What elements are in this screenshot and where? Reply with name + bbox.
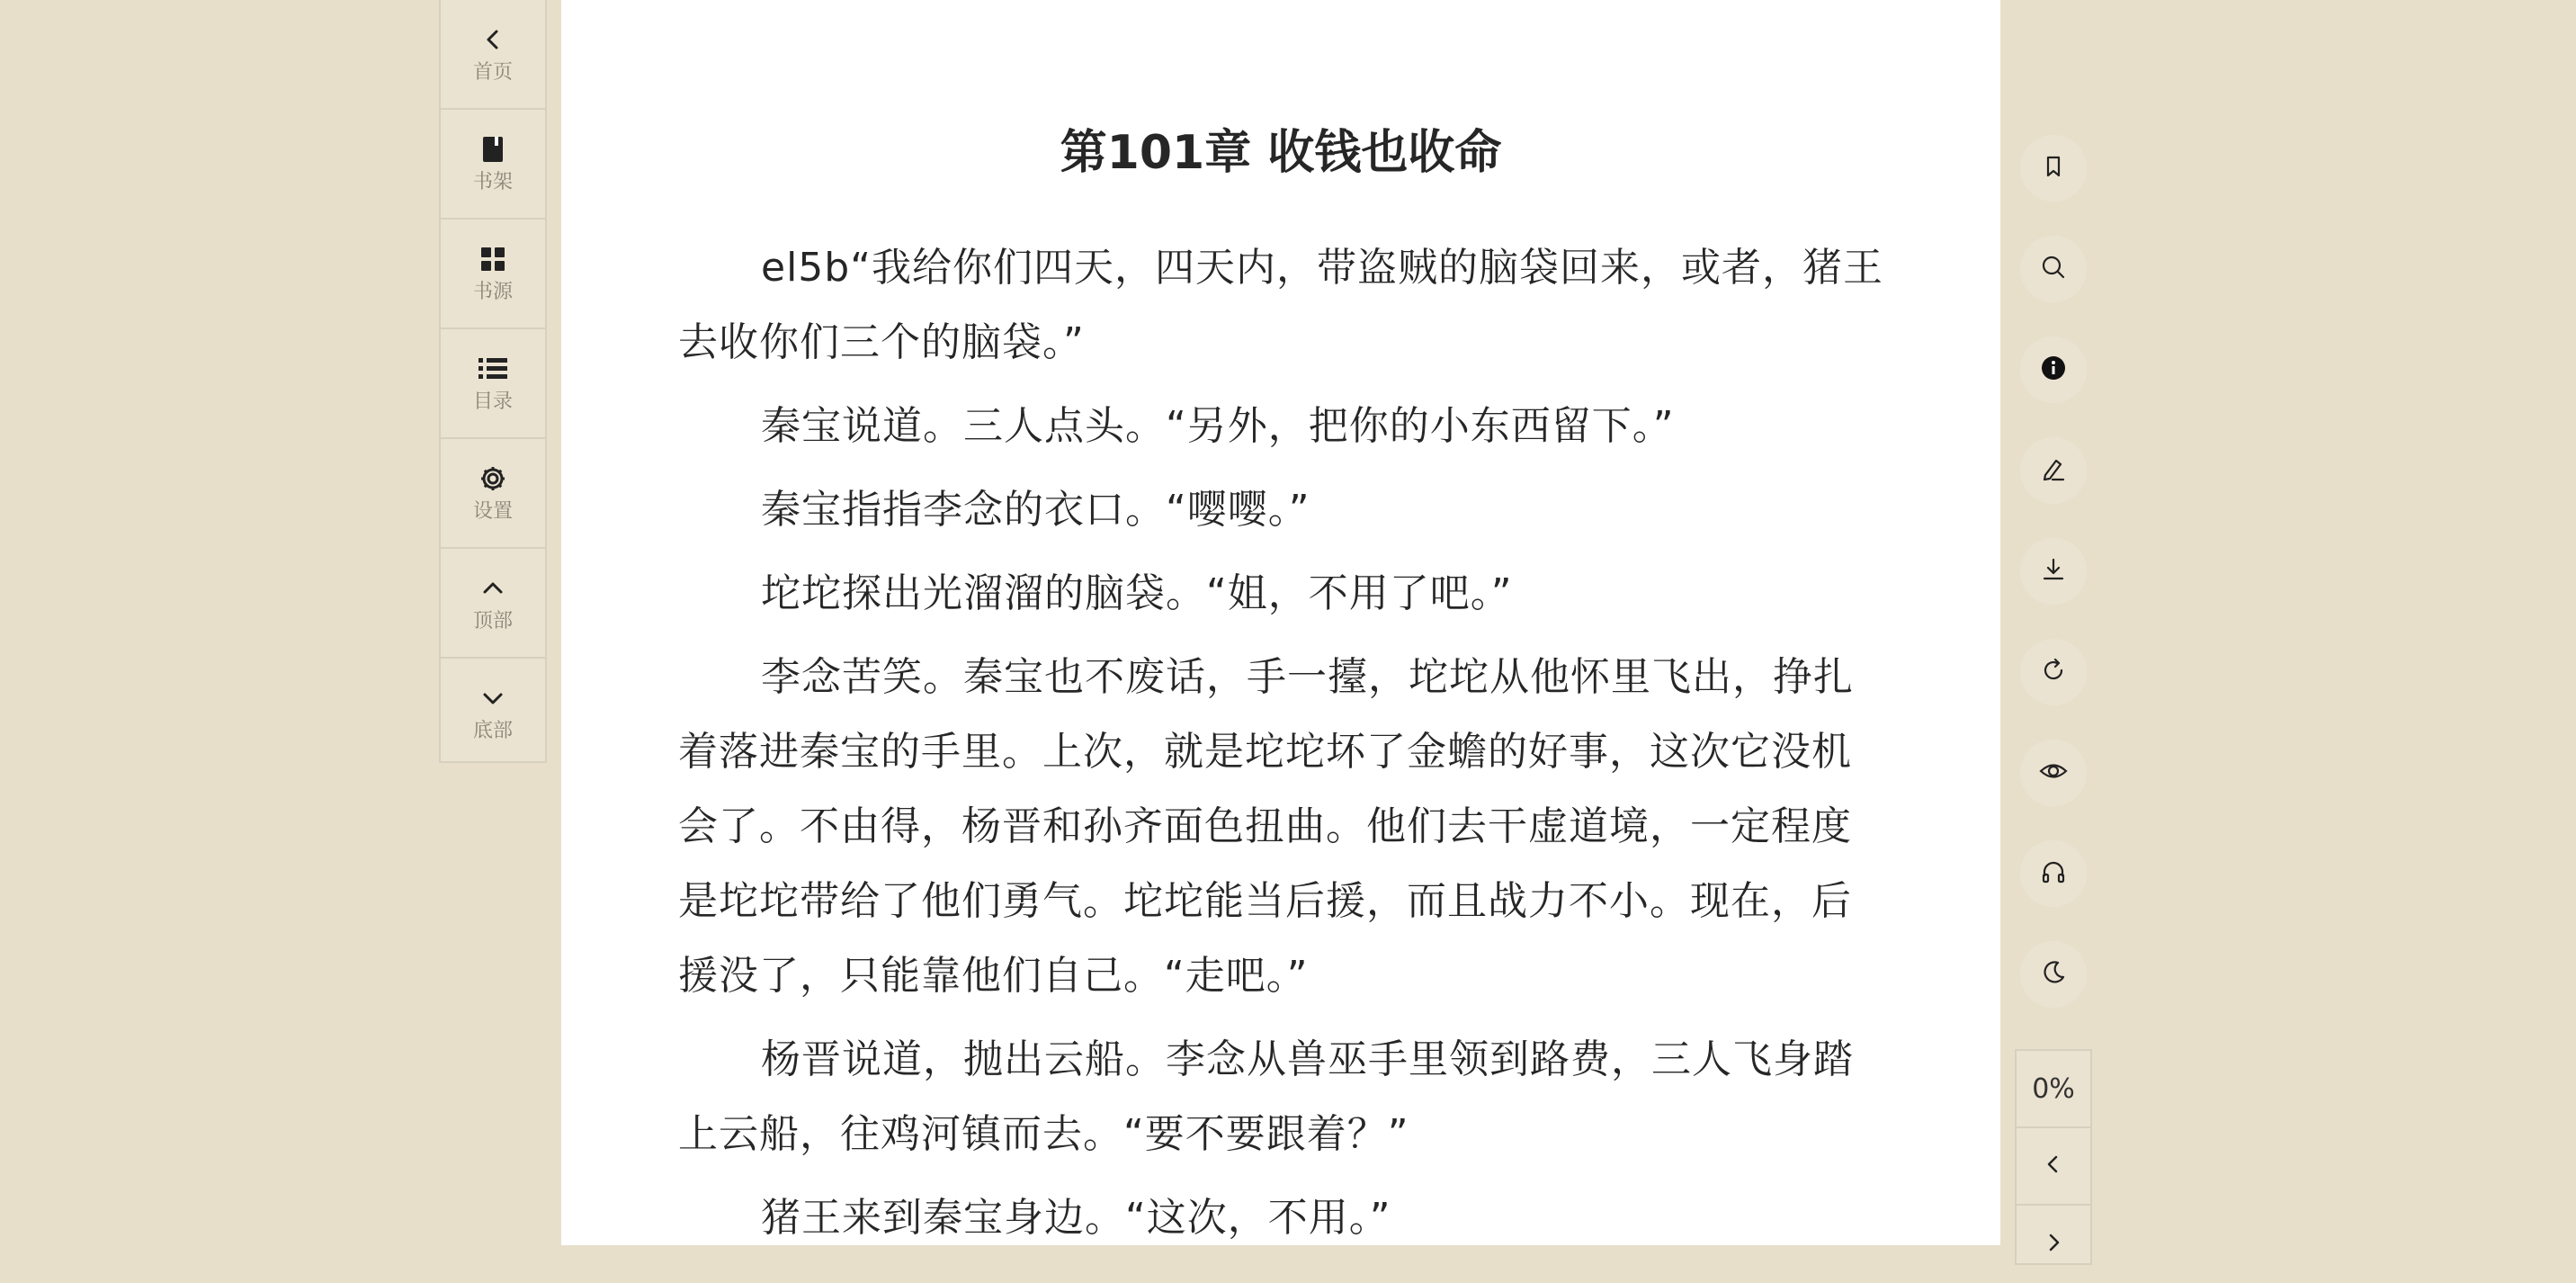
refresh-icon — [2040, 657, 2067, 687]
nav-home-button[interactable] — [441, 0, 545, 110]
nav-toc-label: 目录 — [472, 390, 513, 413]
paragraph: el5b“我给你们四天，四天内，带盗贼的脑袋回来，或者，猪王去收你们三个的脑袋。” — [678, 245, 1884, 365]
eye-icon — [2039, 758, 2068, 788]
search-icon — [2040, 254, 2067, 284]
chevron-down-icon — [477, 682, 509, 714]
download-icon — [2040, 556, 2067, 587]
night-mode-button[interactable] — [2020, 941, 2087, 1008]
nav-source-button[interactable] — [441, 220, 545, 329]
bookmark-button[interactable] — [2020, 135, 2087, 202]
chevron-up-icon — [477, 572, 509, 605]
search-button[interactable] — [2020, 236, 2087, 302]
progress-value: 0% — [2032, 1072, 2075, 1105]
paragraph: 猪王来到秦宝身边。“这次，不用。” — [761, 1195, 1391, 1241]
moon-icon — [2040, 959, 2067, 990]
edit-icon — [2040, 455, 2067, 486]
view-button[interactable] — [2020, 740, 2087, 806]
paragraph: 杨晋说道，抛出云船。李念从兽巫手里领到路费，三人飞身踏上云船，往鸡河镇而去。“要不要跟着？” — [678, 1036, 1854, 1157]
prev-page-button[interactable] — [2017, 1128, 2090, 1206]
chapter-title: 第101章 收钱也收命 — [1060, 126, 1502, 180]
progress-cell — [2017, 1051, 2090, 1128]
listen-button[interactable] — [2020, 840, 2087, 907]
chevron-left-icon — [2043, 1153, 2064, 1179]
nav-toc-button[interactable] — [441, 329, 545, 439]
reading-page — [561, 0, 2000, 1245]
paragraph: 坨坨探出光溜溜的脑袋。“姐，不用了吧。” — [761, 570, 1513, 616]
edit-button[interactable] — [2020, 437, 2087, 504]
grid-icon — [477, 243, 509, 275]
nav-top-label: 顶部 — [472, 610, 513, 633]
nav-bottom-label: 底部 — [472, 720, 513, 742]
chevron-left-icon — [477, 23, 509, 56]
refresh-button[interactable] — [2020, 639, 2087, 705]
download-button[interactable] — [2020, 538, 2087, 605]
nav-bottom-button[interactable] — [441, 659, 545, 767]
gear-icon — [477, 462, 509, 495]
nav-settings-button[interactable] — [441, 439, 545, 549]
headphones-icon — [2040, 858, 2067, 889]
paragraph: 李念苦笑。秦宝也不废话，手一擡，坨坨从他怀里飞出，挣扎着落进秦宝的手里。上次，就是坨坨坏了金蟾的好事，这次它没机会了。不由得，杨晋和孙齐面色扭曲。他们去干虚道境，一定程度是坨坨带给了他们勇气。坨坨能当后援，而且战力不小。现在，后援没了，只能靠他们自己。“走吧。” — [678, 654, 1854, 999]
next-page-button[interactable] — [2017, 1206, 2090, 1283]
info-button[interactable] — [2020, 336, 2087, 403]
nav-home-label: 首页 — [472, 61, 513, 84]
nav-top-button[interactable] — [441, 549, 545, 659]
left-nav — [439, 0, 547, 763]
bookmark-icon — [2041, 154, 2066, 183]
info-icon — [2040, 354, 2067, 385]
nav-settings-label: 设置 — [472, 500, 513, 523]
progress-panel — [2015, 1049, 2092, 1265]
chapter-content — [678, 230, 1883, 1245]
nav-source-label: 书源 — [472, 281, 513, 303]
chevron-right-icon — [2043, 1232, 2064, 1257]
nav-bookshelf-button[interactable] — [441, 110, 545, 220]
paragraph: 秦宝说道。三人点头。“另外，把你的小东西留下。” — [761, 403, 1675, 449]
list-icon — [477, 353, 509, 385]
book-icon — [477, 133, 509, 166]
nav-bookshelf-label: 书架 — [472, 171, 513, 193]
paragraph: 秦宝指指李念的衣口。“嘤嘤。” — [761, 487, 1310, 533]
